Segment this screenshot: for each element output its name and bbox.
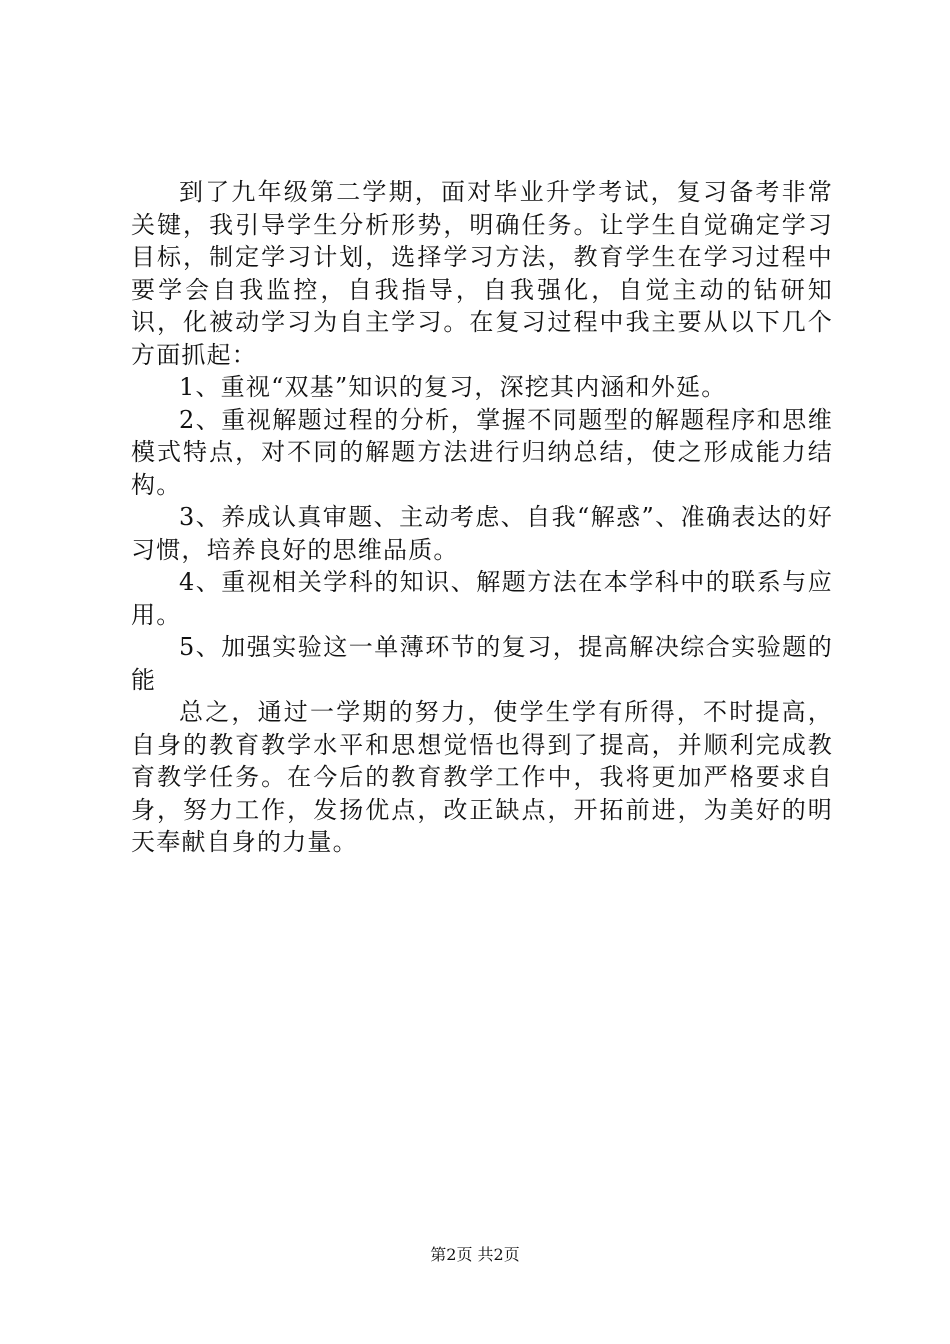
paragraph-point-4: 4、重视相关学科的知识、解题方法在本学科中的联系与应用。 <box>131 568 833 629</box>
paragraph-point-3: 3、养成认真审题、主动考虑、自我“解惑”、准确表达的好习惯，培养良好的思维品质。 <box>131 503 833 564</box>
paragraph-point-5: 5、加强实验这一单薄环节的复习，提高解决综合实验题的能 <box>131 633 833 694</box>
paragraph-intro: 到了九年级第二学期，面对毕业升学考试，复习备考非常关键，我引导学生分析形势，明确任务。让学生自觉确定学习目标，制定学习计划，选择学习方法，教育学生在学习过程中要学会自我监控，自我指导，自我强化，自觉主动的钻研知识，化被动学习为自主学习。在复习过程中我主要从以下几个方面抓起： <box>131 178 833 369</box>
page-footer <box>0 1245 950 1265</box>
page-number: 第2页 共2页 <box>430 1245 520 1264</box>
paragraph-point-1: 1、重视“双基”知识的复习，深挖其内涵和外延。 <box>179 373 727 401</box>
document-body <box>131 176 833 859</box>
paragraph-summary: 总之，通过一学期的努力，使学生学有所得，不时提高，自身的教育教学水平和思想觉悟也得到了提高，并顺利完成教育教学任务。在今后的教育教学工作中，我将更加严格要求自身，努力工作，发扬优点，改正缺点，开拓前进，为美好的明天奉献自身的力量。 <box>131 698 833 856</box>
paragraph-point-2: 2、重视解题过程的分析，掌握不同题型的解题程序和思维模式特点，对不同的解题方法进行归纳总结，使之形成能力结构。 <box>131 405 833 499</box>
